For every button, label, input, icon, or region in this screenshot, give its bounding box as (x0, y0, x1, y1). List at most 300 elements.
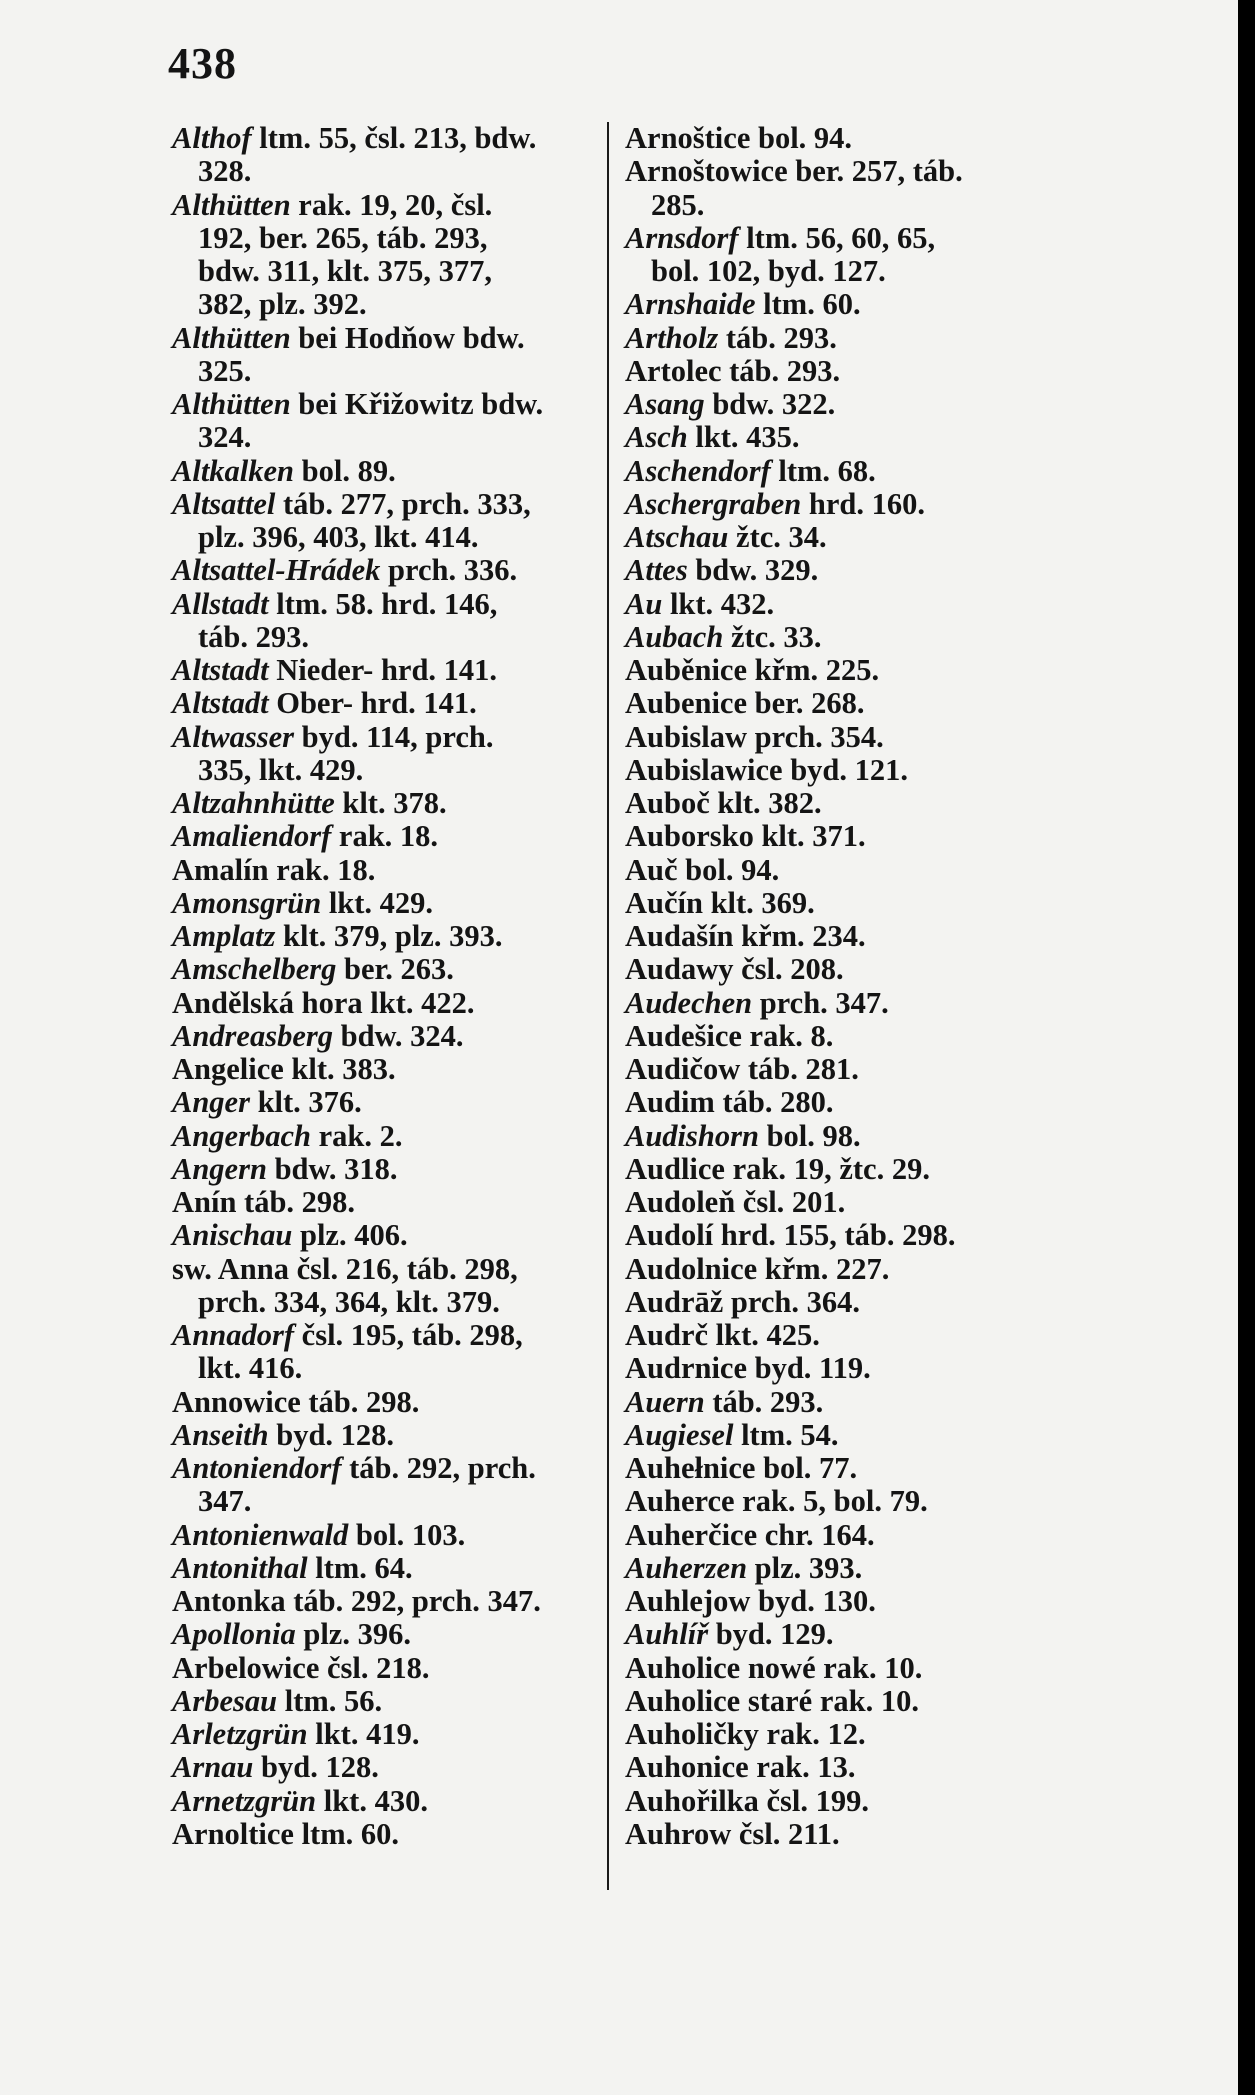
index-entry (172, 455, 592, 488)
index-entry (625, 1552, 1055, 1585)
entry-keyword: Apollonia (172, 1617, 296, 1652)
index-entry (172, 1253, 592, 1320)
entry-text: ltm. 56, 60, 65, (738, 220, 936, 255)
entry-line (625, 488, 1055, 521)
entry-continuation-line (172, 155, 592, 188)
entry-line (172, 1386, 592, 1419)
entry-text: Auběnice křm. 225. (625, 653, 880, 687)
index-entry (625, 521, 1055, 554)
entry-keyword: Andreasberg (172, 1018, 333, 1053)
index-entry (625, 654, 1055, 687)
entry-keyword: Antonithal (172, 1550, 308, 1585)
entry-line (625, 953, 1055, 986)
entry-text: táb. 293. (704, 1384, 824, 1419)
entry-keyword: Altsattel (172, 486, 276, 521)
entry-line (172, 1452, 592, 1485)
entry-text: Audolnice křm. 227. (625, 1251, 890, 1286)
entry-keyword: Althütten (172, 187, 291, 222)
index-entry (172, 920, 592, 953)
entry-line (625, 222, 1055, 255)
index-entry (625, 1419, 1055, 1452)
index-entry (625, 787, 1055, 820)
entry-text: Audrāž prch. 364. (625, 1284, 860, 1319)
index-entry (625, 421, 1055, 454)
entry-line (625, 621, 1055, 654)
entry-text: Audim táb. 280. (625, 1085, 834, 1120)
entry-keyword: Asang (625, 387, 705, 421)
index-entry (625, 1186, 1055, 1219)
index-entry (625, 1718, 1055, 1751)
index-entry (172, 554, 592, 587)
index-entry (172, 1086, 592, 1119)
entry-text: Auhlejow byd. 130. (625, 1584, 876, 1618)
entry-keyword: Artholz (625, 320, 719, 355)
column-divider (607, 122, 609, 1890)
entry-text: byd. 128. (253, 1750, 379, 1785)
entry-line (625, 1086, 1055, 1119)
index-entry (625, 1452, 1055, 1485)
entry-text: Nieder- hrd. 141. (268, 653, 498, 687)
entry-text: táb. 293. (718, 320, 837, 355)
entry-line (172, 1153, 592, 1186)
entry-text: Audičow táb. 281. (625, 1052, 859, 1086)
entry-text: lkt. 430. (316, 1783, 428, 1818)
entry-text: žtc. 33. (723, 619, 822, 654)
index-entry (625, 687, 1055, 720)
entry-text: Andělská hora lkt. 422. (172, 985, 475, 1020)
entry-line (625, 687, 1055, 720)
entry-text: bdw. 329. (687, 553, 819, 588)
entry-line (172, 588, 592, 621)
entry-keyword: Au (625, 586, 663, 621)
entry-keyword: Arnetzgrün (172, 1783, 317, 1818)
page-number: 438 (168, 39, 237, 88)
entry-line (625, 322, 1055, 355)
entry-line (625, 355, 1055, 388)
index-entry (625, 1219, 1055, 1252)
entry-line (625, 155, 1055, 188)
index-entry (172, 1519, 592, 1552)
index-entry (172, 1153, 592, 1186)
entry-text: prch. 336. (380, 553, 518, 588)
index-entry (625, 488, 1055, 521)
entry-text: Arnoštowice ber. 257, táb. (625, 154, 963, 189)
entry-text: lkt. 419. (307, 1717, 420, 1751)
entry-text: bol. 103. (348, 1517, 466, 1552)
entry-line (625, 288, 1055, 321)
entry-keyword: Auherzen (625, 1550, 748, 1585)
entry-continuation-line (172, 621, 592, 654)
index-entry (625, 288, 1055, 321)
entry-line (625, 1618, 1055, 1651)
entry-text: Arbelowice čsl. 218. (172, 1650, 430, 1685)
index-entry (172, 1618, 592, 1651)
entry-line (625, 1020, 1055, 1053)
entry-text: bei Hodňow bdw. (290, 320, 525, 355)
index-entry (172, 1818, 592, 1851)
index-entry (172, 854, 592, 887)
entry-line (625, 654, 1055, 687)
entry-line (625, 1253, 1055, 1286)
entry-continuation-line (625, 189, 1055, 222)
entry-text: Antonka táb. 292, prch. 347. (172, 1584, 541, 1618)
entry-text: Auherčice chr. 164. (625, 1517, 875, 1552)
entry-continuation-line (625, 255, 1055, 288)
entry-line (625, 1452, 1055, 1485)
index-entry (625, 920, 1055, 953)
entry-keyword: Amonsgrün (172, 885, 322, 920)
index-entry (172, 1718, 592, 1751)
entry-text: táb. 292, prch. (341, 1451, 536, 1485)
entry-text: Auholičky rak. 12. (625, 1717, 866, 1751)
index-entry (172, 1751, 592, 1784)
index-entry (172, 1552, 592, 1585)
entry-text: sw. Anna čsl. 216, táb. 298, (172, 1251, 518, 1286)
index-entry (172, 953, 592, 986)
entry-text: lkt. 432. (662, 586, 775, 621)
entry-line (172, 1020, 592, 1053)
index-entry (172, 787, 592, 820)
entry-text: rak. 18. (331, 819, 439, 854)
index-entry (625, 222, 1055, 289)
entry-line (172, 820, 592, 853)
entry-keyword: Augiesel (625, 1417, 734, 1452)
entry-text: 382, plz. 392. (198, 287, 367, 322)
index-entry (172, 388, 592, 455)
entry-line (625, 588, 1055, 621)
entry-keyword: Amaliendorf (172, 819, 332, 854)
entry-continuation-line (172, 754, 592, 787)
entry-text: čsl. 195, táb. 298, (294, 1318, 523, 1352)
entry-line (625, 1485, 1055, 1518)
entry-keyword: Aschendorf (625, 453, 771, 488)
entry-continuation-line (172, 1352, 592, 1385)
entry-text: Aubislaw prch. 354. (625, 719, 884, 754)
entry-keyword: Amschelberg (172, 952, 337, 987)
entry-line (625, 1219, 1055, 1252)
entry-line (625, 1552, 1055, 1585)
entry-text: ltm. 56. (277, 1683, 383, 1718)
entry-line (172, 1552, 592, 1585)
entry-line (172, 388, 592, 421)
index-entry (172, 687, 592, 720)
index-entry (625, 1519, 1055, 1552)
index-entry (625, 1120, 1055, 1153)
entry-line (625, 754, 1055, 787)
entry-line (625, 1585, 1055, 1618)
entry-line (625, 1519, 1055, 1552)
scan-edge (1238, 0, 1255, 2095)
entry-text: Audawy čsl. 208. (625, 952, 844, 987)
entry-text: Annowice táb. 298. (172, 1384, 420, 1419)
entry-keyword: Altkalken (172, 453, 295, 488)
entry-line (172, 721, 592, 754)
entry-text: byd. 129. (708, 1617, 834, 1652)
entry-text: bdw. 311, klt. 375, 377, (198, 254, 493, 288)
entry-text: Anín táb. 298. (172, 1185, 356, 1219)
entry-keyword: Annadorf (172, 1318, 295, 1352)
entry-text: klt. 378. (334, 786, 447, 820)
entry-keyword: Aubach (625, 619, 724, 654)
entry-line (625, 421, 1055, 454)
entry-line (172, 1186, 592, 1219)
index-entry (172, 887, 592, 920)
entry-line (172, 1652, 592, 1685)
index-entry (625, 1253, 1055, 1286)
entry-line (172, 1319, 592, 1352)
entry-line (625, 1286, 1055, 1319)
entry-continuation-line (172, 255, 592, 288)
entry-line (172, 887, 592, 920)
entry-line (625, 920, 1055, 953)
entry-text: klt. 376. (249, 1085, 362, 1120)
index-entry (625, 1319, 1055, 1352)
entry-keyword: Angerbach (172, 1118, 311, 1153)
entry-line (172, 854, 592, 887)
entry-text: Auborsko klt. 371. (625, 819, 866, 854)
entry-text: Ober- hrd. 141. (268, 686, 477, 721)
entry-text: ltm. 64. (307, 1550, 413, 1585)
entry-continuation-line (172, 1286, 592, 1319)
entry-line (625, 554, 1055, 587)
entry-line (172, 554, 592, 587)
entry-line (625, 820, 1055, 853)
index-entry (172, 1120, 592, 1153)
index-entry (172, 1652, 592, 1685)
entry-line (625, 1419, 1055, 1452)
entry-keyword: Angern (172, 1151, 267, 1186)
index-entry (625, 1785, 1055, 1818)
entry-text: 347. (198, 1484, 252, 1519)
entry-text: bdw. 318. (266, 1151, 398, 1186)
index-entry (625, 1386, 1055, 1419)
entry-text: 285. (651, 187, 705, 222)
entry-text: Aubenice ber. 268. (625, 686, 865, 721)
entry-keyword: Altzahnhütte (172, 786, 335, 820)
entry-text: Audolí hrd. 155, táb. 298. (625, 1218, 956, 1253)
index-entry (625, 621, 1055, 654)
entry-text: Auč bol. 94. (625, 852, 780, 887)
entry-keyword: Altsattel-Hrádek (172, 553, 381, 588)
entry-keyword: Altstadt (172, 653, 269, 687)
entry-text: Auhrow čsl. 211. (625, 1816, 840, 1851)
entry-line (172, 1519, 592, 1552)
entry-text: byd. 128. (268, 1417, 395, 1452)
index-entry (625, 122, 1055, 155)
entry-text: prch. 347. (752, 985, 889, 1020)
index-entry (172, 987, 592, 1020)
entry-text: plz. 406. (292, 1218, 408, 1253)
entry-line (172, 322, 592, 355)
index-entry (172, 322, 592, 389)
entry-keyword: Anseith (172, 1417, 269, 1452)
entry-keyword: Audishorn (625, 1118, 759, 1153)
entry-text: Audešice rak. 8. (625, 1018, 834, 1053)
entry-line (625, 1818, 1055, 1851)
entry-keyword: Aschergraben (625, 486, 802, 521)
index-entry (172, 122, 592, 189)
entry-keyword: Auhlíř (625, 1617, 709, 1652)
entry-text: žtc. 34. (728, 520, 827, 554)
entry-text: bdw. 322. (704, 387, 836, 421)
entry-text: Auhełnice bol. 77. (625, 1451, 858, 1485)
index-entry (172, 1785, 592, 1818)
entry-keyword: Allstadt (172, 586, 269, 621)
entry-text: plz. 396. (295, 1617, 411, 1652)
index-entry (625, 588, 1055, 621)
entry-line (172, 455, 592, 488)
index-entry (625, 455, 1055, 488)
entry-keyword: Audechen (625, 985, 753, 1020)
index-entry (172, 1319, 592, 1386)
entry-keyword: Atschau (625, 520, 729, 554)
entry-line (625, 721, 1055, 754)
entry-text: Auholice staré rak. 10. (625, 1683, 919, 1718)
entry-line (625, 521, 1055, 554)
entry-text: Auholice nowé rak. 10. (625, 1650, 923, 1685)
entry-text: byd. 114, prch. (294, 719, 494, 754)
entry-keyword: Auern (625, 1384, 705, 1419)
entry-keyword: Anischau (172, 1218, 293, 1253)
entry-line (625, 1685, 1055, 1718)
entry-text: lkt. 435. (687, 420, 800, 455)
index-column-left (172, 122, 592, 1851)
entry-text: Aubislawice byd. 121. (625, 752, 909, 787)
entry-text: Audrč lkt. 425. (625, 1318, 820, 1352)
entry-line (625, 854, 1055, 887)
entry-text: Angelice klt. 383. (172, 1052, 396, 1086)
index-entry (172, 1452, 592, 1519)
index-entry (172, 1020, 592, 1053)
entry-line (625, 1386, 1055, 1419)
entry-text: Audrnice byd. 119. (625, 1351, 871, 1386)
index-entry (625, 1020, 1055, 1053)
entry-text: lkt. 416. (198, 1351, 303, 1386)
entry-text: plz. 396, 403, lkt. 414. (198, 520, 479, 554)
entry-line (172, 1818, 592, 1851)
index-entry (625, 355, 1055, 388)
entry-line (625, 455, 1055, 488)
index-entry (625, 1485, 1055, 1518)
entry-keyword: Anger (172, 1085, 250, 1120)
entry-line (625, 122, 1055, 155)
index-entry (625, 953, 1055, 986)
index-entry (172, 1585, 592, 1618)
index-entry (625, 1053, 1055, 1086)
index-entry (172, 1685, 592, 1718)
entry-keyword: Antoniendorf (172, 1451, 342, 1485)
entry-text: Arnoštice bol. 94. (625, 121, 853, 155)
index-entry (625, 1153, 1055, 1186)
entry-line (172, 1120, 592, 1153)
index-entry (625, 754, 1055, 787)
index-entry (625, 1585, 1055, 1618)
entry-keyword: Attes (625, 553, 688, 588)
entry-text: Auboč klt. 382. (625, 786, 822, 820)
entry-text: bei Křižowitz bdw. (290, 387, 544, 421)
entry-text: Audlice rak. 19, žtc. 29. (625, 1151, 930, 1186)
index-entry (172, 1419, 592, 1452)
entry-line (172, 189, 592, 222)
entry-line (625, 1153, 1055, 1186)
entry-text: ltm. 68. (770, 453, 876, 488)
entry-continuation-line (172, 222, 592, 255)
index-entry (625, 1352, 1055, 1385)
entry-text: 325. (198, 353, 252, 388)
entry-text: ltm. 60. (755, 287, 861, 322)
entry-text: bdw. 324. (333, 1018, 464, 1053)
entry-keyword: Altwasser (172, 719, 295, 754)
entry-line (625, 1053, 1055, 1086)
entry-line (172, 920, 592, 953)
entry-continuation-line (172, 288, 592, 321)
index-entry (625, 322, 1055, 355)
entry-line (625, 787, 1055, 820)
index-entry (625, 1685, 1055, 1718)
entry-line (625, 1652, 1055, 1685)
index-entry (172, 588, 592, 655)
entry-line (625, 987, 1055, 1020)
index-entry (172, 820, 592, 853)
entry-text: klt. 379, plz. 393. (275, 919, 503, 953)
entry-text: rak. 2. (310, 1118, 403, 1153)
entry-line (625, 1352, 1055, 1385)
entry-keyword: Althütten (172, 387, 291, 421)
index-column-right (625, 122, 1055, 1851)
entry-text: bol. 102, byd. 127. (651, 254, 886, 288)
entry-line (625, 887, 1055, 920)
entry-text: rak. 19, 20, čsl. (290, 187, 493, 222)
entry-keyword: Arnau (172, 1750, 254, 1785)
entry-text: Arnoltice ltm. 60. (172, 1816, 399, 1851)
entry-keyword: Arletzgrün (172, 1717, 308, 1751)
entry-keyword: Arnsdorf (625, 220, 739, 255)
entry-line (172, 1718, 592, 1751)
entry-text: Auhonice rak. 13. (625, 1750, 856, 1785)
entry-line (172, 1585, 592, 1618)
index-entry (625, 820, 1055, 853)
index-entry (625, 554, 1055, 587)
index-entry (625, 1751, 1055, 1784)
entry-text: prch. 334, 364, klt. 379. (198, 1284, 500, 1319)
entry-text: ltm. 54. (733, 1417, 839, 1452)
index-entry (172, 488, 592, 555)
entry-text: 192, ber. 265, táb. 293, (198, 220, 488, 255)
entry-line (172, 122, 592, 155)
index-entry (172, 654, 592, 687)
index-entry (172, 721, 592, 788)
entry-keyword: Amplatz (172, 919, 276, 953)
entry-line (172, 987, 592, 1020)
entry-continuation-line (172, 521, 592, 554)
entry-line (625, 1751, 1055, 1784)
entry-line (625, 1186, 1055, 1219)
index-entry (625, 1618, 1055, 1651)
entry-text: ltm. 58. hrd. 146, (268, 586, 498, 621)
entry-line (172, 1751, 592, 1784)
entry-line (172, 1219, 592, 1252)
entry-line (172, 1086, 592, 1119)
entry-line (172, 1053, 592, 1086)
entry-line (172, 1785, 592, 1818)
entry-text: ber. 263. (336, 952, 454, 987)
entry-text: Aučín klt. 369. (625, 885, 815, 920)
entry-text: 324. (198, 420, 252, 455)
index-entry (625, 854, 1055, 887)
entry-line (625, 388, 1055, 421)
index-entry (625, 987, 1055, 1020)
entry-line (172, 1253, 592, 1286)
